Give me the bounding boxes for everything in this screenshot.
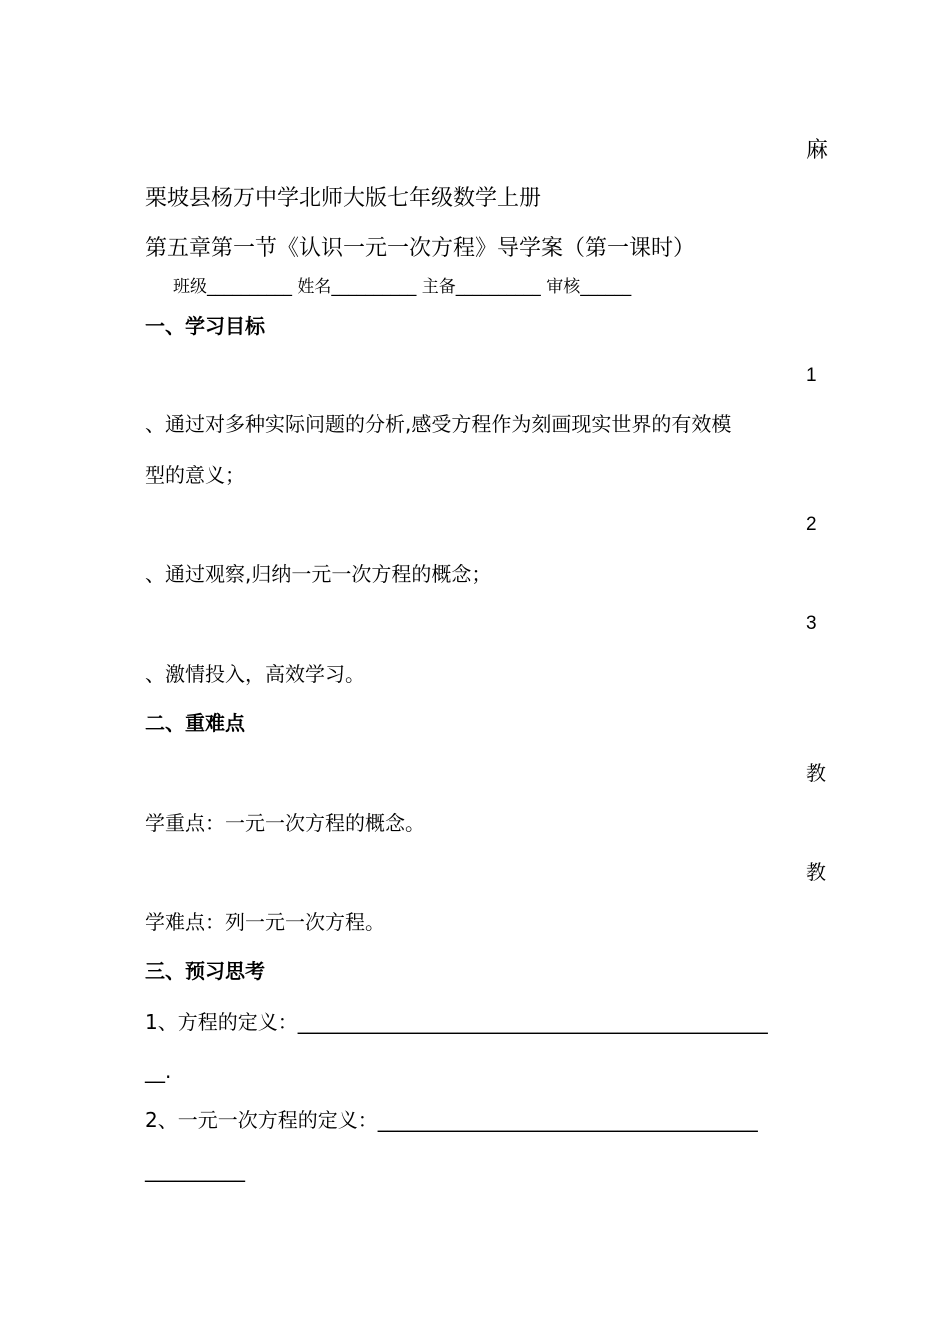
- item3-text: 、激情投入，高效学习。: [145, 662, 365, 686]
- question1: 1、方程的定义：_______________________________________________: [145, 1010, 768, 1034]
- key-prefix: 教: [806, 761, 826, 785]
- item1-line1: 、通过对多种实际问题的分析,感受方程作为刻画现实世界的有效模: [145, 412, 732, 436]
- item2-text: 、通过观察,归纳一元一次方程的概念；: [145, 562, 492, 586]
- item1-line2: 型的意义；: [145, 463, 245, 487]
- difficulty-text: 学难点：列一元一次方程。: [145, 910, 385, 934]
- title-line-2: 第五章第一节《认识一元一次方程》导学案（第一课时）: [145, 236, 696, 261]
- question2: 2、一元一次方程的定义：______________________________________: [145, 1108, 758, 1132]
- item3-number: 3: [806, 613, 817, 634]
- question1-continuation: __.: [145, 1059, 172, 1083]
- section3-heading: 三、预习思考: [145, 959, 265, 983]
- item2-number: 2: [806, 514, 817, 535]
- section1-heading: 一、学习目标: [145, 314, 265, 338]
- item1-number: 1: [806, 365, 817, 386]
- key-point-text: 学重点：一元一次方程的概念。: [145, 811, 425, 835]
- section2-heading: 二、重难点: [145, 711, 245, 735]
- difficulty-prefix: 教: [806, 860, 826, 884]
- title-line-1: 栗坡县杨万中学北师大版七年级数学上册: [145, 186, 542, 211]
- corner-char: 麻: [806, 138, 829, 163]
- meta-fields: 班级__________ 姓名__________ 主备__________ 审核______: [173, 277, 632, 297]
- question2-continuation: __________: [145, 1158, 245, 1182]
